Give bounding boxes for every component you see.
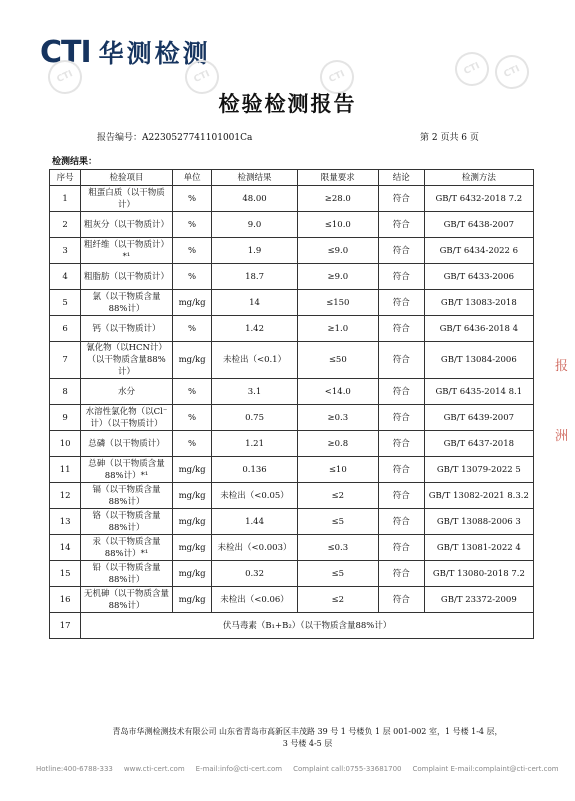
header-method: 检测方法	[424, 170, 533, 186]
cell-item: 汞（以干物质含量88%计）*¹	[81, 535, 173, 561]
cell-result: 未检出（<0.06）	[212, 587, 297, 613]
hotline-text: Hotline:400-6788-333	[36, 765, 113, 773]
cell-item: 氯（以干物质含量88%计）	[81, 290, 173, 316]
cell-unit: mg/kg	[172, 509, 212, 535]
table-row	[50, 613, 534, 639]
cell-no: 16	[50, 587, 81, 613]
cell-item: 伏马毒素（B₁+B₂）（以干物质含量88%计）	[81, 613, 534, 639]
cell-method: GB/T 13083-2018	[424, 290, 533, 316]
report-number: 报告编号：A2230527741101001Ca	[97, 133, 253, 143]
cell-item: 氰化物（以HCN计）（以干物质含量88%计）	[81, 342, 173, 379]
cell-method: GB/T 6433-2006	[424, 264, 533, 290]
cell-unit: %	[172, 264, 212, 290]
section-title: 检测结果：	[52, 157, 98, 167]
cell-conclusion: 符合	[378, 212, 424, 238]
table-row	[50, 290, 534, 316]
cell-method: GB/T 6435-2014 8.1	[424, 379, 533, 405]
header-conclusion: 结论	[378, 170, 424, 186]
cell-limit: ≤2	[297, 587, 378, 613]
cell-limit: ≤9.0	[297, 238, 378, 264]
cell-conclusion: 符合	[378, 379, 424, 405]
table-row	[50, 483, 534, 509]
cell-result: 0.32	[212, 561, 297, 587]
table-row	[50, 509, 534, 535]
cell-limit: ≤5	[297, 561, 378, 587]
cell-method: GB/T 13084-2006	[424, 342, 533, 379]
cell-result: 0.75	[212, 405, 297, 431]
cell-item: 粗脂肪（以干物质计）	[81, 264, 173, 290]
cell-limit: ≥1.0	[297, 316, 378, 342]
cell-item: 水分	[81, 379, 173, 405]
cell-result: 18.7	[212, 264, 297, 290]
header-no: 序号	[50, 170, 81, 186]
cell-no: 1	[50, 186, 81, 212]
watermark-icon: CTI	[449, 46, 494, 91]
cell-unit: mg/kg	[172, 535, 212, 561]
cell-item: 总砷（以干物质含量88%计）*¹	[81, 457, 173, 483]
cell-result: 9.0	[212, 212, 297, 238]
cell-no: 3	[50, 238, 81, 264]
cell-no: 6	[50, 316, 81, 342]
watermark-icon: CTI	[314, 54, 359, 99]
cell-no: 15	[50, 561, 81, 587]
table-header-row	[50, 170, 534, 186]
logo-name: 华测检测	[98, 39, 211, 68]
cell-limit: ≤2	[297, 483, 378, 509]
cell-item: 总磷（以干物质计）	[81, 431, 173, 457]
header-unit: 单位	[172, 170, 212, 186]
table-row	[50, 186, 534, 212]
cell-conclusion: 符合	[378, 587, 424, 613]
complaint-call-text: Complaint call:0755-33681700	[293, 765, 402, 773]
website-link[interactable]: www.cti-cert.com	[123, 765, 185, 773]
cell-no: 7	[50, 342, 81, 379]
results-table	[49, 169, 534, 639]
cell-result: 1.42	[212, 316, 297, 342]
cell-conclusion: 符合	[378, 186, 424, 212]
table-row	[50, 342, 534, 379]
cell-conclusion: 符合	[378, 290, 424, 316]
cell-no: 9	[50, 405, 81, 431]
table-row	[50, 405, 534, 431]
cell-item: 水溶性氯化物（以Cl⁻计）（以干物质计）	[81, 405, 173, 431]
cell-unit: %	[172, 316, 212, 342]
cell-result: 0.136	[212, 457, 297, 483]
cell-method: GB/T 6438-2007	[424, 212, 533, 238]
table-row	[50, 457, 534, 483]
cell-conclusion: 符合	[378, 509, 424, 535]
cell-unit: %	[172, 186, 212, 212]
cell-result: 未检出（<0.1）	[212, 342, 297, 379]
cell-no: 13	[50, 509, 81, 535]
cell-result: 14	[212, 290, 297, 316]
cell-result: 3.1	[212, 379, 297, 405]
cell-unit: %	[172, 431, 212, 457]
cell-unit: %	[172, 238, 212, 264]
cell-conclusion: 符合	[378, 431, 424, 457]
table-row	[50, 238, 534, 264]
table-row	[50, 379, 534, 405]
cell-unit: %	[172, 379, 212, 405]
cell-method: GB/T 13080-2018 7.2	[424, 561, 533, 587]
cell-no: 17	[50, 613, 81, 639]
cell-unit: mg/kg	[172, 483, 212, 509]
cell-result: 未检出（<0.003）	[212, 535, 297, 561]
cell-limit: ≤5	[297, 509, 378, 535]
cell-no: 5	[50, 290, 81, 316]
header-limit: 限量要求	[297, 170, 378, 186]
cell-unit: mg/kg	[172, 342, 212, 379]
cell-unit: mg/kg	[172, 457, 212, 483]
cell-result: 未检出（<0.05）	[212, 483, 297, 509]
cell-no: 14	[50, 535, 81, 561]
table-row	[50, 264, 534, 290]
cell-method: GB/T 13079-2022 5	[424, 457, 533, 483]
table-row	[50, 587, 534, 613]
email-link[interactable]: E-mail:info@cti-cert.com	[195, 765, 283, 773]
cell-method: GB/T 6434-2022 6	[424, 238, 533, 264]
cell-unit: %	[172, 212, 212, 238]
cell-method: GB/T 6432-2018 7.2	[424, 186, 533, 212]
cell-conclusion: 符合	[378, 238, 424, 264]
cell-limit: ≥0.3	[297, 405, 378, 431]
cell-limit: ≤10	[297, 457, 378, 483]
cell-conclusion: 符合	[378, 535, 424, 561]
cell-method: GB/T 6436-2018 4	[424, 316, 533, 342]
cell-method: GB/T 6439-2007	[424, 405, 533, 431]
cell-conclusion: 符合	[378, 264, 424, 290]
cell-no: 4	[50, 264, 81, 290]
cell-result: 1.44	[212, 509, 297, 535]
cell-no: 8	[50, 379, 81, 405]
cell-no: 10	[50, 431, 81, 457]
cell-limit: ≥0.8	[297, 431, 378, 457]
cell-no: 12	[50, 483, 81, 509]
cell-unit: %	[172, 405, 212, 431]
table-row	[50, 561, 534, 587]
table-row	[50, 316, 534, 342]
cell-item: 铬（以干物质含量88%计）	[81, 509, 173, 535]
cell-conclusion: 符合	[378, 316, 424, 342]
contact-line	[36, 765, 559, 773]
cell-limit: ≤10.0	[297, 212, 378, 238]
cell-conclusion: 符合	[378, 483, 424, 509]
cell-method: GB/T 13081-2022 4	[424, 535, 533, 561]
cell-item: 铅（以干物质含量88%计）	[81, 561, 173, 587]
cell-limit: ≥28.0	[297, 186, 378, 212]
table-row	[50, 431, 534, 457]
cell-item: 粗灰分（以干物质计）	[81, 212, 173, 238]
cell-limit: <14.0	[297, 379, 378, 405]
cell-no: 11	[50, 457, 81, 483]
logo-mark: CTI	[40, 34, 91, 70]
cell-method: GB/T 6437-2018	[424, 431, 533, 457]
complaint-email-link[interactable]: Complaint E-mail:complaint@cti-cert.com	[412, 765, 559, 773]
table-row	[50, 535, 534, 561]
cell-unit: mg/kg	[172, 290, 212, 316]
cell-item: 钙（以干物质计）	[81, 316, 173, 342]
table-row	[50, 212, 534, 238]
cell-item: 粗纤维（以干物质计）*¹	[81, 238, 173, 264]
cell-item: 镉（以干物质含量88%计）	[81, 483, 173, 509]
cell-item: 无机砷（以干物质含量88%计）	[81, 587, 173, 613]
cell-conclusion: 符合	[378, 405, 424, 431]
cell-method: GB/T 13088-2006 3	[424, 509, 533, 535]
cell-limit: ≤150	[297, 290, 378, 316]
side-stamp-mark: 洲	[555, 429, 569, 444]
cell-limit: ≥9.0	[297, 264, 378, 290]
cell-limit: ≤50	[297, 342, 378, 379]
watermark-icon: CTI	[42, 54, 87, 99]
cell-no: 2	[50, 212, 81, 238]
page-info: 第 2 页共 6 页	[420, 133, 479, 143]
cell-method: GB/T 13082-2021 8.3.2	[424, 483, 533, 509]
cell-limit: ≤0.3	[297, 535, 378, 561]
header-result: 检测结果	[212, 170, 297, 186]
watermark-icon: CTI	[489, 49, 534, 94]
cell-conclusion: 符合	[378, 342, 424, 379]
side-stamp-mark: 报	[555, 359, 569, 374]
header-item: 检验项目	[81, 170, 173, 186]
cell-unit: mg/kg	[172, 561, 212, 587]
watermark-icon: CTI	[179, 54, 224, 99]
cell-item: 粗蛋白质（以干物质计）	[81, 186, 173, 212]
cell-result: 1.21	[212, 431, 297, 457]
cell-conclusion: 符合	[378, 457, 424, 483]
cell-method: GB/T 23372-2009	[424, 587, 533, 613]
footer-address: 青岛市华测检测技术有限公司 山东省青岛市高新区丰茂路 39 号 1 号楼负 1 层 001-002 室，1 号楼 1-4 层，3 号楼 4-5 层	[112, 727, 503, 748]
cell-result: 1.9	[212, 238, 297, 264]
page-title: 检验检测报告	[218, 91, 357, 116]
cell-conclusion: 符合	[378, 561, 424, 587]
cell-result: 48.00	[212, 186, 297, 212]
cell-unit: mg/kg	[172, 587, 212, 613]
